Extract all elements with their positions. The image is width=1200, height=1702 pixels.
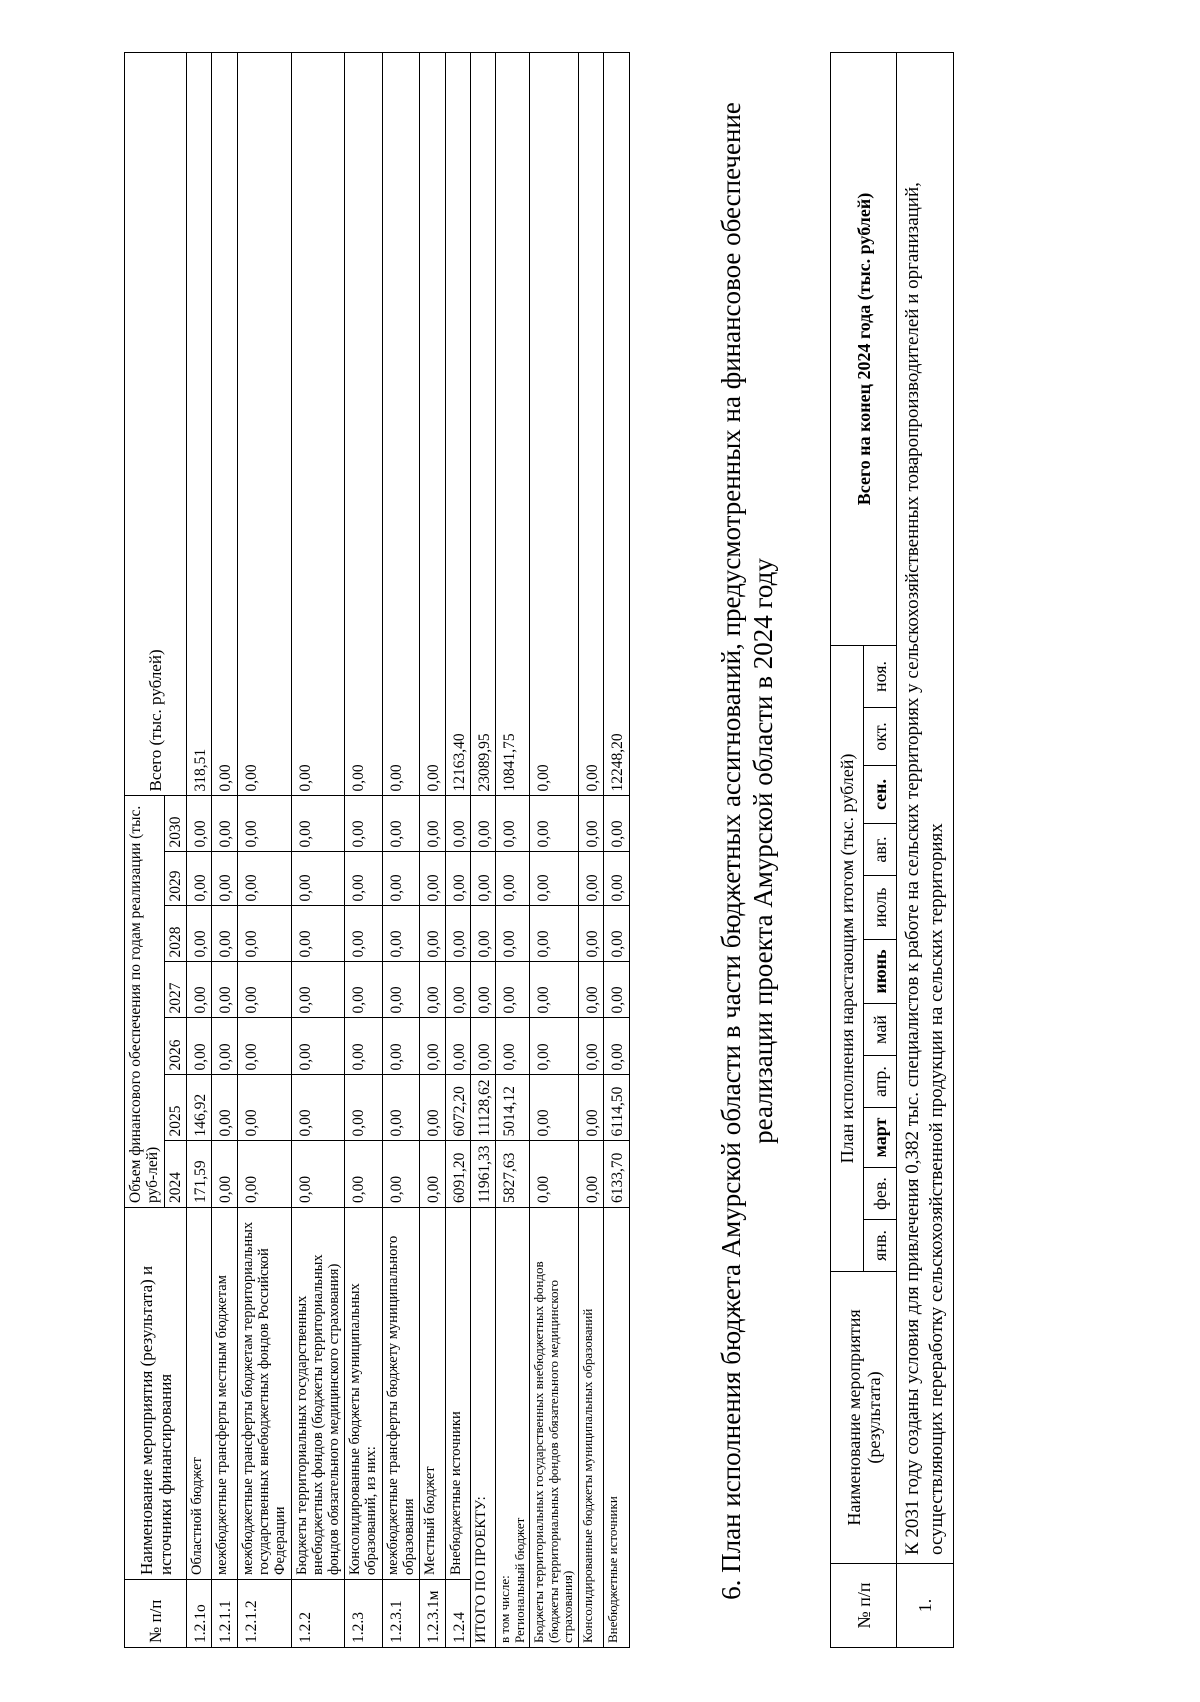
breakdown-value: 0,00 xyxy=(530,962,579,1018)
row-value: 0,00 xyxy=(382,852,419,906)
row-value: 0,00 xyxy=(345,1075,382,1141)
summary-value: 0,00 xyxy=(470,906,495,962)
row-name: межбюджетные трансферты бюджету муниципального образования xyxy=(382,1208,419,1580)
breakdown-value: 5014,12 xyxy=(496,1075,530,1141)
row-value: 6091,20 xyxy=(445,1141,470,1208)
month-cell: янв. xyxy=(864,1220,897,1272)
row-value: 0,00 xyxy=(212,906,237,962)
financing-row xyxy=(187,53,212,1648)
financing-row xyxy=(237,53,291,1648)
row-total: 0,00 xyxy=(345,53,382,796)
breakdown-value: 0,00 xyxy=(604,796,629,852)
row-value: 0,00 xyxy=(445,962,470,1018)
row-value: 0,00 xyxy=(212,962,237,1018)
row-value: 0,00 xyxy=(187,796,212,852)
row-value: 0,00 xyxy=(345,1018,382,1075)
header-num: № п/п xyxy=(125,1580,187,1648)
breakdown-total: 0,00 xyxy=(578,53,603,796)
section-title-line-1: 6. План исполнения бюджета Амурской области в части бюджетных ассигнований, предусмотренных на финансовое обеспечение xyxy=(716,102,746,1600)
header-total: Всего (тыс. рублей) xyxy=(125,53,187,796)
row-code: 1.2.1.2 xyxy=(237,1580,291,1648)
breakdown-value: 5827,63 xyxy=(496,1141,530,1208)
year-cell: 2024 xyxy=(164,1141,186,1208)
row-value: 0,00 xyxy=(212,1075,237,1141)
row-code: 1.2.3 xyxy=(345,1580,382,1648)
summary-value: 11961,33 xyxy=(470,1141,495,1208)
month-cell: окт. xyxy=(864,708,897,766)
breakdown-value: 0,00 xyxy=(530,796,579,852)
breakdown-value: 0,00 xyxy=(496,906,530,962)
row-value: 0,00 xyxy=(237,796,291,852)
row-value: 0,00 xyxy=(291,1141,345,1208)
row-value: 0,00 xyxy=(345,906,382,962)
plan-header-row xyxy=(831,53,864,1648)
financing-row xyxy=(345,53,382,1648)
plan-header-total: Всего на конец 2024 года (тыс. рублей) xyxy=(831,53,897,646)
breakdown-name: Бюджеты территориальных государственных внебюджетных фондов (бюджеты территориальных фондов обязательного медицинского страхования) xyxy=(530,1208,579,1648)
plan-row xyxy=(897,53,954,1648)
row-value: 0,00 xyxy=(445,796,470,852)
row-value: 0,00 xyxy=(382,1141,419,1208)
summary-label: ИТОГО ПО ПРОЕКТУ: xyxy=(470,1208,495,1648)
year-cell: 2030 xyxy=(164,796,186,852)
month-cell: апр. xyxy=(864,1056,897,1108)
row-code: 1.2.3.1м xyxy=(420,1580,445,1648)
row-total: 0,00 xyxy=(420,53,445,796)
breakdown-value: 0,00 xyxy=(530,1141,579,1208)
row-name: Консолидированные бюджеты муниципальных образований, из них: xyxy=(345,1208,382,1580)
summary-value: 0,00 xyxy=(470,796,495,852)
financing-row xyxy=(445,53,470,1648)
breakdown-value: 0,00 xyxy=(578,1075,603,1141)
budget-plan-table xyxy=(830,52,954,1648)
header-volume: Объем финансового обеспечения по годам реализации (тыс. руб-лей) xyxy=(125,796,165,1208)
breakdown-value: 0,00 xyxy=(578,1018,603,1075)
row-value: 0,00 xyxy=(237,1018,291,1075)
summary-value: 11128,62 xyxy=(470,1075,495,1141)
row-value: 0,00 xyxy=(212,1018,237,1075)
row-value: 0,00 xyxy=(445,852,470,906)
month-cell: сен. xyxy=(864,766,897,824)
section-title xyxy=(716,0,780,1702)
breakdown-row xyxy=(496,53,530,1648)
plan-row-num: 1. xyxy=(897,1564,954,1648)
row-total: 12163,40 xyxy=(445,53,470,796)
row-code: 1.2.3.1 xyxy=(382,1580,419,1648)
breakdown-value: 0,00 xyxy=(604,962,629,1018)
row-total: 0,00 xyxy=(291,53,345,796)
month-cell: июнь xyxy=(864,940,897,1004)
breakdown-value: 0,00 xyxy=(530,1018,579,1075)
year-cell: 2028 xyxy=(164,906,186,962)
row-value: 0,00 xyxy=(382,906,419,962)
breakdown-row xyxy=(604,53,629,1648)
header-name: Наименование мероприятия (результата) и источники финансирования xyxy=(125,1208,187,1580)
month-cell: ноя. xyxy=(864,646,897,708)
row-value: 171,59 xyxy=(187,1141,212,1208)
financing-row xyxy=(291,53,345,1648)
summary-value: 0,00 xyxy=(470,962,495,1018)
breakdown-name: в том числе: Региональный бюджет xyxy=(496,1208,530,1648)
row-name: Бюджеты территориальных государственных внебюджетных фондов (бюджеты территориальных фондов обязательного медицинского страхования) xyxy=(291,1208,345,1580)
row-name: Областной бюджет xyxy=(187,1208,212,1580)
row-value: 0,00 xyxy=(382,796,419,852)
row-value: 0,00 xyxy=(237,852,291,906)
row-value: 0,00 xyxy=(445,906,470,962)
breakdown-row xyxy=(578,53,603,1648)
header-row xyxy=(125,53,165,1648)
row-value: 0,00 xyxy=(420,796,445,852)
month-cell: март xyxy=(864,1108,897,1168)
breakdown-value: 0,00 xyxy=(578,962,603,1018)
breakdown-value: 0,00 xyxy=(578,796,603,852)
breakdown-row xyxy=(530,53,579,1648)
row-value: 0,00 xyxy=(237,906,291,962)
breakdown-value: 6133,70 xyxy=(604,1141,629,1208)
plan-header-plan: План исполнения нарастающим итогом (тыс. рублей) xyxy=(831,646,864,1272)
row-value: 0,00 xyxy=(291,962,345,1018)
breakdown-name: Внебюджетные источники xyxy=(604,1208,629,1648)
month-cell: июль xyxy=(864,876,897,940)
row-value: 0,00 xyxy=(445,1018,470,1075)
row-value: 0,00 xyxy=(420,1018,445,1075)
row-total: 318,51 xyxy=(187,53,212,796)
breakdown-value: 0,00 xyxy=(604,1018,629,1075)
row-total: 0,00 xyxy=(382,53,419,796)
row-name: Местный бюджет xyxy=(420,1208,445,1580)
row-value: 0,00 xyxy=(237,1141,291,1208)
row-value: 0,00 xyxy=(345,962,382,1018)
breakdown-value: 0,00 xyxy=(578,852,603,906)
section-title-line-2: реализации проекта Амурской области в 2024 году xyxy=(747,558,778,1144)
plan-row-text: К 2031 году созданы условия для привлечения 0,382 тыс. специалистов к работе на сельских территориях у сельскохозяйственных товаропроизводителей и организаций, осуществляющих переработку сельскохозяйственной продукции на сельских территориях xyxy=(897,53,954,1564)
month-cell: фев. xyxy=(864,1168,897,1220)
breakdown-value: 0,00 xyxy=(530,906,579,962)
summary-value: 0,00 xyxy=(470,1018,495,1075)
summary-value: 0,00 xyxy=(470,852,495,906)
row-name: межбюджетные трансферты местным бюджетам xyxy=(212,1208,237,1580)
row-total: 0,00 xyxy=(212,53,237,796)
breakdown-total: 12248,20 xyxy=(604,53,629,796)
breakdown-value: 6114,50 xyxy=(604,1075,629,1141)
breakdown-value: 0,00 xyxy=(496,1018,530,1075)
row-value: 0,00 xyxy=(212,796,237,852)
row-value: 0,00 xyxy=(237,1075,291,1141)
breakdown-value: 0,00 xyxy=(604,906,629,962)
plan-header-num: № п/п xyxy=(831,1564,897,1648)
financing-row xyxy=(212,53,237,1648)
month-cell: авг. xyxy=(864,824,897,876)
breakdown-value: 0,00 xyxy=(496,796,530,852)
row-value: 0,00 xyxy=(420,906,445,962)
row-value: 0,00 xyxy=(212,1141,237,1208)
breakdown-value: 0,00 xyxy=(530,1075,579,1141)
row-value: 0,00 xyxy=(291,906,345,962)
row-value: 0,00 xyxy=(212,852,237,906)
row-value: 0,00 xyxy=(187,906,212,962)
row-value: 0,00 xyxy=(420,1075,445,1141)
row-value: 0,00 xyxy=(291,796,345,852)
row-value: 0,00 xyxy=(237,962,291,1018)
row-name: Внебюджетные источники xyxy=(445,1208,470,1580)
plan-header-name: Наименование мероприятия (результата) xyxy=(831,1272,897,1564)
breakdown-total: 0,00 xyxy=(530,53,579,796)
row-name: межбюджетные трансферты бюджетам территориальных государственных внебюджетных фондов Российской Федерации xyxy=(237,1208,291,1580)
row-value: 0,00 xyxy=(291,1075,345,1141)
year-cell: 2025 xyxy=(164,1075,186,1141)
breakdown-value: 0,00 xyxy=(496,962,530,1018)
row-code: 1.2.2 xyxy=(291,1580,345,1648)
row-value: 0,00 xyxy=(420,1141,445,1208)
row-value: 0,00 xyxy=(345,852,382,906)
breakdown-value: 0,00 xyxy=(578,1141,603,1208)
summary-row xyxy=(470,53,495,1648)
row-value: 146,92 xyxy=(187,1075,212,1141)
row-value: 0,00 xyxy=(291,852,345,906)
breakdown-total: 10841,75 xyxy=(496,53,530,796)
row-value: 0,00 xyxy=(382,1018,419,1075)
row-value: 0,00 xyxy=(382,1075,419,1141)
financing-row xyxy=(420,53,445,1648)
year-cell: 2026 xyxy=(164,1018,186,1075)
row-value: 0,00 xyxy=(420,962,445,1018)
financing-row xyxy=(382,53,419,1648)
row-code: 1.2.1.1 xyxy=(212,1580,237,1648)
row-value: 0,00 xyxy=(187,962,212,1018)
summary-total: 23089,95 xyxy=(470,53,495,796)
row-value: 6072,20 xyxy=(445,1075,470,1141)
row-value: 0,00 xyxy=(187,852,212,906)
year-cell: 2027 xyxy=(164,962,186,1018)
row-value: 0,00 xyxy=(345,796,382,852)
breakdown-name: Консолидированные бюджеты муниципальных образований xyxy=(578,1208,603,1648)
row-value: 0,00 xyxy=(420,852,445,906)
breakdown-value: 0,00 xyxy=(496,852,530,906)
row-value: 0,00 xyxy=(187,1018,212,1075)
month-cell: май xyxy=(864,1004,897,1056)
breakdown-value: 0,00 xyxy=(578,906,603,962)
row-code: 1.2.4 xyxy=(445,1580,470,1648)
year-cell: 2029 xyxy=(164,852,186,906)
row-code: 1.2.1о xyxy=(187,1580,212,1648)
financing-table xyxy=(124,52,630,1648)
row-value: 0,00 xyxy=(345,1141,382,1208)
row-value: 0,00 xyxy=(382,962,419,1018)
breakdown-value: 0,00 xyxy=(530,852,579,906)
breakdown-value: 0,00 xyxy=(604,852,629,906)
row-total: 0,00 xyxy=(237,53,291,796)
row-value: 0,00 xyxy=(291,1018,345,1075)
